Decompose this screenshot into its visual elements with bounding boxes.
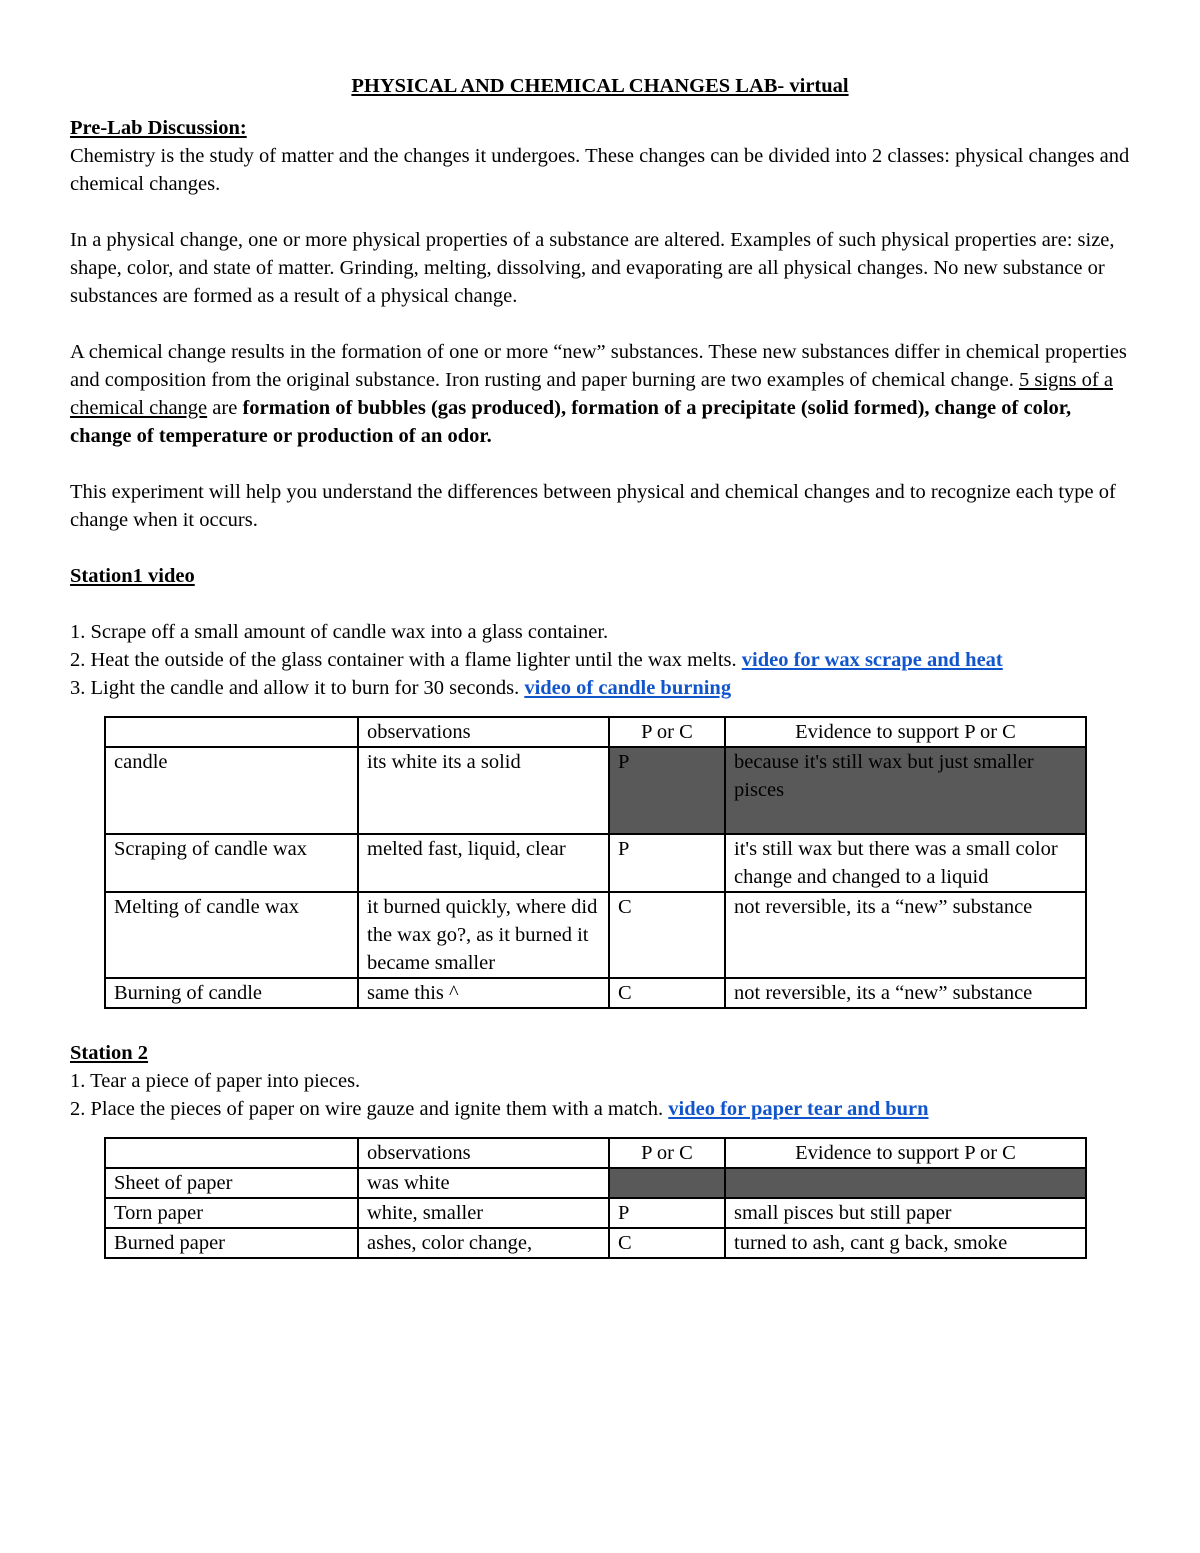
wax-video-link[interactable]: video for wax scrape and heat (741, 649, 1003, 671)
p3-signs-list: formation of bubbles (gas produced), formation of a precipitate (solid formed), change of color, change of temperature or production of an odor. (70, 397, 1072, 447)
p3-are: are (207, 397, 243, 419)
table-cell: P (609, 834, 725, 892)
table-row (105, 1198, 1086, 1228)
table-cell: same this ^ (358, 978, 609, 1008)
table-row (105, 834, 1086, 892)
table-cell: it burned quickly, where did the wax go?, as it burned it became smaller (358, 892, 609, 978)
station1-table (104, 716, 1087, 1009)
p3-text: A chemical change results in the formation of one or more “new” substances. These new substances differ in chemical properties and composition from the original substance. Iron rusting and paper burning are two examples of chemical change. (70, 341, 1127, 391)
table-row (105, 1168, 1086, 1198)
table-cell: C (609, 1228, 725, 1258)
table-cell: its white its a solid (358, 747, 609, 834)
table-cell: Melting of candle wax (105, 892, 358, 978)
document-page (70, 72, 1130, 1259)
prelab-paragraph-2: In a physical change, one or more physical properties of a substance are altered. Examples of such physical properties are: size, shape, color, and state of matter. Grinding, melting, dissolving, and evaporating are all physical changes. No new substance or substances are formed as a result of a physical change. (70, 229, 1115, 307)
table-cell: P (609, 1198, 725, 1228)
header-cell: observations (358, 1138, 609, 1168)
table-cell: C (609, 892, 725, 978)
table-cell: Sheet of paper (105, 1168, 358, 1198)
table-row (105, 747, 1086, 834)
table-cell: Torn paper (105, 1198, 358, 1228)
prelab-heading: Pre-Lab Discussion: (70, 117, 247, 139)
table-cell (609, 1168, 725, 1198)
table-cell: turned to ash, cant g back, smoke (725, 1228, 1086, 1258)
station1-step-3: 3. Light the candle and allow it to burn for 30 seconds. video of candle burning (70, 677, 732, 699)
station2-steps (70, 1067, 1130, 1123)
table-row (105, 978, 1086, 1008)
table-cell: Burned paper (105, 1228, 358, 1258)
table-row (105, 1228, 1086, 1258)
table-cell (725, 1168, 1086, 1198)
table-cell: Burning of candle (105, 978, 358, 1008)
table-cell: candle (105, 747, 358, 834)
table-row (105, 892, 1086, 978)
p3-signs: 5 signs of a chemical change (70, 369, 1113, 419)
table-cell: white, smaller (358, 1198, 609, 1228)
header-cell (105, 717, 358, 747)
table-cell: ashes, color change, (358, 1228, 609, 1258)
table-cell: not reversible, its a “new” substance (725, 892, 1086, 978)
table-cell: not reversible, its a “new” substance (725, 978, 1086, 1008)
header-cell: P or C (609, 1138, 725, 1168)
station1-heading: Station1 video (70, 565, 195, 587)
prelab-paragraph-4: This experiment will help you understand the differences between physical and chemical changes and to recognize each type of change when it occurs. (70, 481, 1116, 531)
table-cell: was white (358, 1168, 609, 1198)
table-cell: it's still wax but there was a small color change and changed to a liquid (725, 834, 1086, 892)
table-cell: P (609, 747, 725, 834)
table-cell: C (609, 978, 725, 1008)
header-cell: observations (358, 717, 609, 747)
page-title: PHYSICAL AND CHEMICAL CHANGES LAB- virtual (351, 75, 849, 97)
candle-video-link[interactable]: video of candle burning (524, 677, 732, 699)
prelab-paragraph-3 (70, 338, 1130, 450)
station2-step-2: 2. Place the pieces of paper on wire gauze and ignite them with a match. video for paper tear and burn (70, 1098, 929, 1120)
station2-heading: Station 2 (70, 1042, 149, 1064)
prelab-paragraph-1: Chemistry is the study of matter and the changes it undergoes. These changes can be divided into 2 classes: physical changes and chemical changes. (70, 145, 1130, 195)
table-cell: because it's still wax but just smaller pisces (725, 747, 1086, 834)
header-cell: Evidence to support P or C (725, 1138, 1086, 1168)
station1-step-1: 1. Scrape off a small amount of candle wax into a glass container. (70, 621, 609, 643)
station2-step-1: 1. Tear a piece of paper into pieces. (70, 1070, 361, 1092)
station2-table (104, 1137, 1087, 1259)
table-header-row (105, 717, 1086, 747)
table-cell: melted fast, liquid, clear (358, 834, 609, 892)
table-cell: small pisces but still paper (725, 1198, 1086, 1228)
header-cell (105, 1138, 358, 1168)
header-cell: P or C (609, 717, 725, 747)
header-cell: Evidence to support P or C (725, 717, 1086, 747)
table-header-row (105, 1138, 1086, 1168)
paper-video-link[interactable]: video for paper tear and burn (668, 1098, 929, 1120)
table-cell: Scraping of candle wax (105, 834, 358, 892)
station1-step-2: 2. Heat the outside of the glass container with a flame lighter until the wax melts. video for wax scrape and heat (70, 649, 1003, 671)
station1-steps (70, 618, 1130, 702)
